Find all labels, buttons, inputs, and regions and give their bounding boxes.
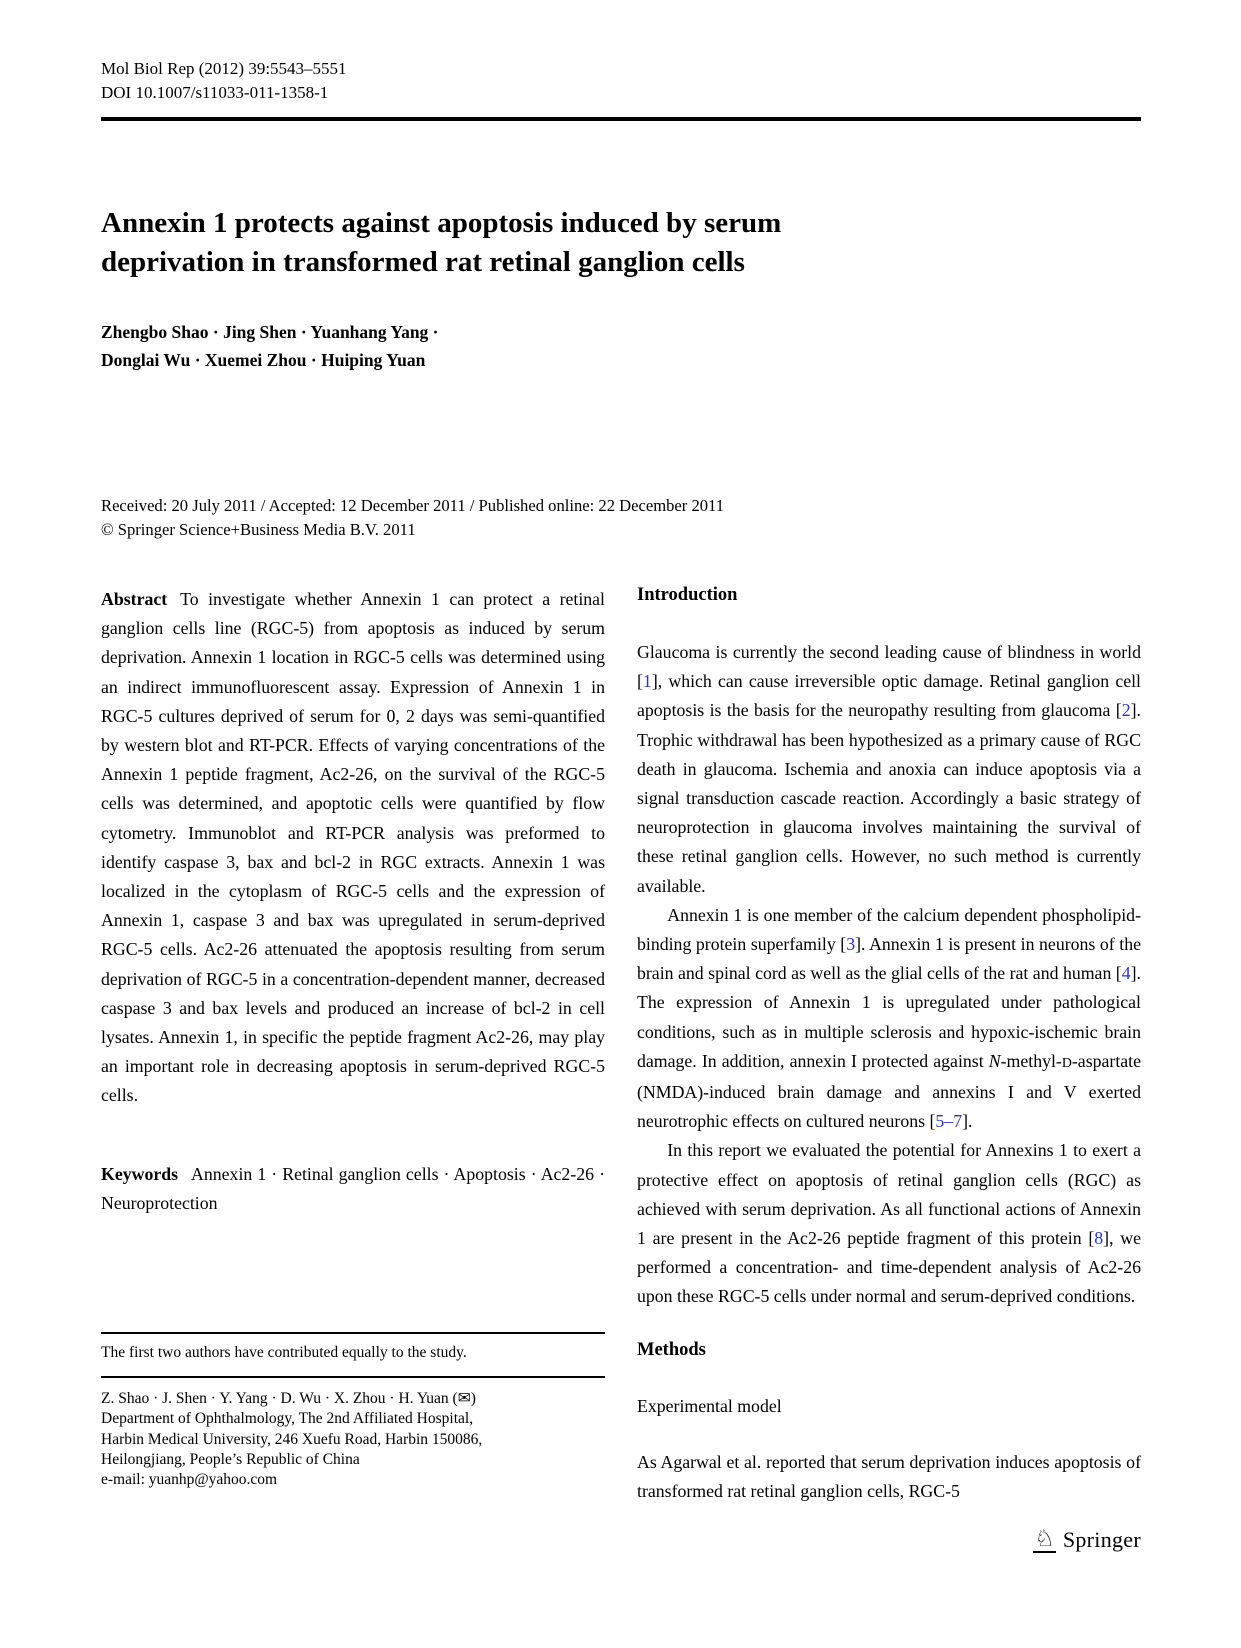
authors-line2: Donglai Wu · Xuemei Zhou · Huiping Yuan xyxy=(101,350,426,370)
springer-logo-text: Springer xyxy=(1062,1527,1141,1552)
footnote-rule-bottom xyxy=(101,1376,605,1378)
correspondence-authors-line: Z. Shao · J. Shen · Y. Yang · D. Wu · X. Zhou · H. Yuan (✉) xyxy=(101,1390,476,1407)
text-segment: D xyxy=(1061,1055,1072,1071)
publication-dates xyxy=(101,494,724,542)
authors-line1: Zhengbo Shao · Jing Shen · Yuanhang Yang · xyxy=(101,322,439,342)
header-rule xyxy=(101,117,1141,121)
methods-heading: Methods xyxy=(637,1340,706,1360)
introduction-heading: Introduction xyxy=(637,585,738,605)
text-segment: ], which can cause irreversible optic damage. Retinal ganglion cell apoptosis is the basis for the neuropathy resulting from glaucoma [ xyxy=(637,671,1141,721)
text-segment: ]. Trophic withdrawal has been hypothesized as a primary cause of RGC death in glaucoma. Ischemia and anoxia can induce apoptosis via a signal transduction cascade reaction. Accordingly a basic strategy of neuroprotection in glaucoma involves maintaining the survival of these retinal ganglion cells. However, no such method is currently available. xyxy=(637,700,1141,896)
keywords-text: Annexin 1 · Retinal ganglion cells · Apoptosis · Ac2-26 · Neuroprotection xyxy=(101,1164,605,1214)
address-university-line: Harbin Medical University, 246 Xuefu Road, Harbin 150086, xyxy=(101,1430,483,1448)
experimental-model-subheading: Experimental model xyxy=(637,1396,782,1416)
text-segment: -aspartate (NMDA)-induced brain damage and annexins I and V exerted neurotrophic effects on cultured neurons [ xyxy=(637,1050,1141,1132)
equal-contribution-note: The first two authors have contributed equally to the study. xyxy=(101,1344,467,1361)
text-segment: In this report we evaluated the potential for Annexins 1 to exert a protective effect on apoptosis of retinal ganglion cells (RGC) as achieved with serum deprivation. As all functional actions of Annexin 1 are present in the Ac2-26 peptide fragment of this protein [ xyxy=(637,1140,1141,1249)
correspondence-address xyxy=(101,1389,605,1490)
email-line[interactable]: e-mail: yuanhp@yahoo.com xyxy=(101,1471,278,1489)
abstract-label: Abstract xyxy=(101,589,168,609)
intro-paragraph-1 xyxy=(637,638,1141,901)
text-segment: Glaucoma is currently the second leading cause of blindness in world [ xyxy=(637,642,1141,692)
intro-paragraph-3 xyxy=(637,1136,1141,1311)
page-header xyxy=(101,57,347,105)
text-segment: ], we performed a concentration- and time-dependent analysis of Ac2-26 upon these RGC-5 cells under normal and serum-deprived conditions. xyxy=(637,1228,1142,1307)
text-segment: ]. The expression of Annexin 1 is upregulated under pathological conditions, such as in multiple sclerosis and hypoxic-ischemic brain damage. In addition, annexin I protected against xyxy=(637,963,1141,1071)
citation-ref[interactable]: 5–7 xyxy=(935,1111,963,1132)
address-country-line: Heilongjiang, People’s Republic of China xyxy=(101,1450,360,1468)
methods-paragraph: As Agarwal et al. reported that serum deprivation induces apoptosis of transformed rat retinal ganglion cells, RGC-5 xyxy=(637,1452,1141,1502)
citation-ref[interactable]: 8 xyxy=(1094,1228,1104,1249)
doi-line: DOI 10.1007/s11033-011-1358-1 xyxy=(101,83,329,102)
journal-citation: Mol Biol Rep (2012) 39:5543–5551 xyxy=(101,59,347,78)
address-department-line: Department of Ophthalmology, The 2nd Affiliated Hospital, xyxy=(101,1410,474,1428)
keywords-label: Keywords xyxy=(101,1164,179,1184)
article-title xyxy=(101,204,781,282)
springer-horse-icon: ♘ xyxy=(1034,1526,1055,1552)
text-segment: ]. xyxy=(962,1111,973,1132)
text-segment: N xyxy=(988,1050,1001,1071)
title-line2: deprivation in transformed rat retinal ganglion cells xyxy=(101,246,745,278)
citation-ref[interactable]: 4 xyxy=(1121,963,1131,984)
text-segment: -methyl- xyxy=(1000,1050,1062,1071)
footnote-rule-top xyxy=(101,1332,605,1334)
citation-ref[interactable]: 2 xyxy=(1121,700,1131,721)
copyright-line: © Springer Science+Business Media B.V. 2011 xyxy=(101,520,416,539)
text-segment: Annexin 1 is one member of the calcium dependent phospholipid-binding protein superfamily [ xyxy=(637,904,1141,955)
received-accepted-line: Received: 20 July 2011 / Accepted: 12 December 2011 / Published online: 22 December 2011 xyxy=(101,496,725,515)
title-line1: Annexin 1 protects against apoptosis induced by serum xyxy=(101,207,782,239)
abstract-text: To investigate whether Annexin 1 can protect a retinal ganglion cells line (RGC-5) from apoptosis as induced by serum deprivation. Annexin 1 location in RGC-5 cells was determined using an indirect immunofluorescent assay. Expression of Annexin 1 in RGC-5 cultures deprived of serum for 0, 2 days was semi-quantified by western blot and RT-PCR. Effects of varying concentrations of the Annexin 1 peptide fragment, Ac2-26, on the survival of the RGC-5 cells was determined, and apoptotic cells were quantified by flow cytometry. Immunoblot and RT-PCR analysis was preformed to identify caspase 3, bax and bcl-2 in RGC extracts. Annexin 1 was localized in the cytoplasm of RGC-5 cells and the expression of Annexin 1, caspase 3 and bax was upregulated in serum-deprived RGC-5 cells. Ac2-26 attenuated the apoptosis resulting from serum deprivation of RGC-5 in a concentration-dependent manner, decreased caspase 3 and bax levels and produced an increase of bcl-2 in cell lysates. Annexin 1, in specific the peptide fragment Ac2-26, may play an important role in decreasing apoptosis in serum-deprived RGC-5 cells. xyxy=(101,589,605,1106)
keywords-section xyxy=(101,1160,605,1218)
springer-logo xyxy=(1033,1527,1141,1553)
text-segment: ]. Annexin 1 is present in neurons of the brain and spinal cord as well as the glial cells of the rat and human [ xyxy=(637,934,1141,984)
citation-ref[interactable]: 1 xyxy=(642,671,652,692)
intro-paragraph-2 xyxy=(637,901,1141,1137)
citation-ref[interactable]: 3 xyxy=(846,934,856,955)
author-list xyxy=(101,318,439,374)
abstract-section xyxy=(101,585,605,1111)
introduction-body xyxy=(637,638,1141,1312)
